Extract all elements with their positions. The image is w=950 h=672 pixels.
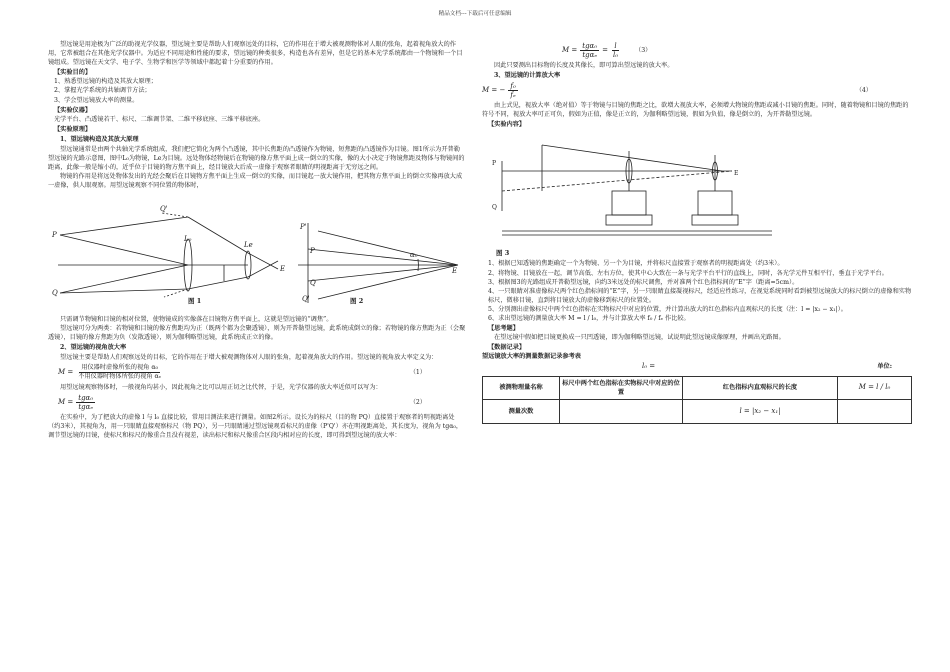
principle-paragraph-5: 望远镜主要是帮助人们观察远处的目标，它的作用在于增大被观测物体对人眼的张角，起着视角放大的作用。望远镜的视角放大率定义为： xyxy=(60,353,438,361)
paragraph-8: 因此只要测出目标物的长度及其像长，即可算出望远镜的放大率。 xyxy=(494,62,674,69)
svg-text:P': P' xyxy=(300,222,307,231)
eq1-lhs: M = xyxy=(58,367,74,376)
table-cell: 测量次数 xyxy=(483,399,560,423)
svg-text:P: P xyxy=(492,160,497,168)
equation-1 xyxy=(58,364,466,381)
principle-paragraph-3: 只需调节物镜和目镜的相对位置，使物镜成的实像落在目镜物方焦平面上，这就是望远镜的“调焦”。 xyxy=(60,315,333,323)
eq2-lhs: M = xyxy=(58,398,74,407)
eq3-equals: = xyxy=(602,45,608,54)
svg-text:Q: Q xyxy=(52,288,58,297)
equation-3 xyxy=(562,42,912,59)
svg-text:P: P xyxy=(310,246,315,255)
table-meta-row xyxy=(482,362,912,372)
principle-paragraph-2: 物镜的作用是将远处物体发出的光经会聚后在目镜物方焦平面上生成一倒立的实像，而目镜起一放大镜作用，把其物方焦平面上的倒立实像再放大成一虚像，供人眼观察。用望远镜观察不同位置的物体时， xyxy=(48,173,463,190)
eq2-number: （2） xyxy=(409,399,426,407)
eq4-lhs: M = − xyxy=(482,86,506,95)
eq3-number: （3） xyxy=(635,46,652,54)
goal-item: 2、掌握光学系统的共轴调节方法； xyxy=(54,87,151,95)
svg-text:P: P xyxy=(52,230,57,239)
record-table xyxy=(482,376,912,424)
goal-item: 1、熟悉望远镜的构造及其放大原理； xyxy=(54,78,157,86)
table-cell: 红色指标内直观标尺的长度 xyxy=(683,376,838,399)
table-cell: l = |x₂ − x₁| xyxy=(683,399,838,423)
svg-text:E: E xyxy=(452,266,458,275)
svg-text:E: E xyxy=(734,170,739,178)
svg-text:Q': Q' xyxy=(302,294,310,303)
section-instrument-title: 【实验仪器】 xyxy=(54,106,92,114)
section-goal-title: 【实验目的】 xyxy=(54,69,92,77)
eq3-numerator-1: tgα₀ xyxy=(582,42,598,50)
svg-text:α₀: α₀ xyxy=(410,250,418,259)
svg-text:Le: Le xyxy=(244,240,253,249)
table-title: 望远镜放大率的测量数据记录参考表 xyxy=(482,353,581,361)
table-cell: 被测物理量名称 xyxy=(483,376,560,399)
principle-paragraph-4: 望远镜可分为两类：若物镜和目镜的像方焦距均为正（既两个都为会聚透镜），则为开普勒望远镜，此系统成倒立的像；若物镜的像方焦距为正（会聚透镜），目镜的像方焦距为负（发散透镜），则为伽利略望远镜，此系统成正立的像。 xyxy=(48,324,466,341)
eq1-numerator: 用仪器时虚像所张的视角 α₀ xyxy=(81,363,158,371)
eq4-denominator: fₑ xyxy=(510,91,516,100)
goal-item: 3、学会望远镜放大率的测量。 xyxy=(54,96,139,104)
svg-text:L₀: L₀ xyxy=(184,234,192,243)
section-principle-title: 【实验原理】 xyxy=(54,125,92,133)
svg-text:Q: Q xyxy=(310,278,316,287)
step-item: 4、一只眼睛对准虚像标尺两个红色指标间的“E”字，另一只眼睛直接凝视标尺，经适应性练习，在视觉系统同时看到被望远镜放大的标尺倒立的虚像和实物标尺，微移目镜，直到将目镜放大的虚像移到标尺的位置处。 xyxy=(488,287,912,304)
apparatus-diagram xyxy=(482,131,782,249)
paragraph-9: 由上式见，视放大率（绝对值）等于物镜与目镜的焦距之比，欲增大视放大率，必须增大物镜的焦距或减小目镜的焦距。同时，随着物镜和目镜的焦距的符号不同，视放大率可正可负，假如为正值，像是正立的，为伽利略望远镜，假如为负值，像是倒立的，为开普勒望远镜。 xyxy=(482,102,909,119)
subsection-1-title: 1、望远镜构造及其放大原理 xyxy=(60,135,139,143)
eq2-denominator: tgαₑ xyxy=(78,403,94,412)
think-question: 在望远镜中假如把目镜更换成一只凹透镜，即为伽利略望远镜，试说明此望远镜成像原理，并画出光路图。 xyxy=(494,334,785,342)
eq3-numerator-2: l xyxy=(614,42,617,50)
right-column xyxy=(482,40,912,424)
subsection-2-title: 2、望远镜的视角放大率 xyxy=(60,343,127,351)
instrument-text: 光学平台、凸透镜若干、标尺、二维调节架、二维平移底座、三维平移底座。 xyxy=(54,115,265,123)
l0-label: l₀ = xyxy=(642,361,656,370)
step-item: 3、根据图3的光路组成开普勒望远镜，向约3米远处的标尺调焦，并对准两个红色指标间的“E”字（距离=5cm）。 xyxy=(488,278,799,286)
equation-2 xyxy=(58,394,466,411)
eq3-lhs: M = xyxy=(562,45,578,54)
svg-text:E: E xyxy=(280,264,286,273)
table-row xyxy=(483,376,912,399)
table-cell[interactable] xyxy=(560,399,683,423)
step-item: 5、分别测出虚像标尺中两个红色指标在实物标尺中对应的位置，并计算出放大的红色指标内直观标尺的长度（注：l = |x₂ − x₁|）。 xyxy=(488,305,847,313)
table-cell: M = l / l₀ xyxy=(838,376,912,399)
equation-4 xyxy=(482,82,912,99)
goal-list xyxy=(48,77,466,104)
eq3-denominator-1: tgαₑ xyxy=(582,51,598,59)
step-item: 6、求出望远镜的测量放大率 M = l / l₀，并与计算放大率 f₀ / fₑ 作比较。 xyxy=(488,315,690,323)
table-cell: 标尺中两个红色指标在实物标尺中对应的位置 xyxy=(560,376,683,399)
svg-text:Q': Q' xyxy=(160,204,168,213)
table-cell[interactable] xyxy=(838,399,912,423)
principle-paragraph-6: 用望远镜观察物体时，一般视角均甚小，因此视角之比可以用正切之比代替，于是，光学仪器的放大率近似可以写为： xyxy=(60,383,382,391)
page-header: 精品文档---下载后可任意编辑 xyxy=(438,11,512,17)
optical-diagram xyxy=(48,193,466,303)
figure-2-caption: 图 2 xyxy=(350,296,364,305)
figure-3-caption: 图 3 xyxy=(496,249,510,258)
eq2-numerator: tgα₀ xyxy=(78,394,94,403)
subsection-3-title: 3、望远镜的计算放大率 xyxy=(494,72,561,80)
svg-text:Q: Q xyxy=(492,204,497,212)
unit-label: 单位: xyxy=(877,362,892,370)
eq1-number: （1） xyxy=(409,368,426,376)
principle-paragraph-7: 在实验中，为了把放大的虚像 l 与 l₀ 直接比较，常用目测法来进行测量。如图2所示。设长为的标尺（目的物 PQ）直接置于观察者的明视距离处（约3米），其视角为，用一只眼睛直接观察标尺（物 PQ），另一只眼睛通过望远镜观看标尺的虚像（P'Q'）亦在明视距离处，其长度为，视角为 tgα₀，调节望远镜的目镜，使标尺和标尺的像重合且没有视差，读出标尺和标尺像重合区段内相对应的长度，即可得到望远镜的放大率： xyxy=(48,414,463,440)
figure-3 xyxy=(482,131,912,257)
eq4-number: （4） xyxy=(855,87,872,95)
principle-paragraph-1: 望远镜通常是由两个共轴光学系统组成，我们把它简化为两个凸透镜，其中长焦距的凸透镜作为物镜，短焦距的凸透镜作为目镜。图1所示为开普勒望远镜的光路示意图，图中L₀为物镜，Le为目镜。远处物体经物镜后在物镜的像方焦平面上成一倒立的实像，像的大小决定于物镜焦距及物体与物镜间的距离，此像一般是缩小的，近乎位于目镜的物方焦平面上，经目镜放大后成一虚像于观察者眼睛的明视距离于无穷远之间。 xyxy=(48,146,465,172)
steps-list xyxy=(482,259,912,323)
table-row xyxy=(483,399,912,423)
intro-paragraph: 望远镜是用途极为广泛的助视光学仪器，望远镜主要是帮助人们观察远处的目标，它的作用在于增大被观测物体对人眼的张角，起着视角放大的作用，它常被组合在其他光学仪器中。为适应不同用途和性能的要求，望远镜的种类很多，构造也各有差异，但是它的基本光学系统都由一个物镜和一个目镜组成。望远镜在天文学、电子学、生物学和医学等领域中都起着十分重要的作用。 xyxy=(48,41,463,67)
eq3-denominator-2: l₀ xyxy=(612,51,619,59)
figure-1-2 xyxy=(48,193,466,313)
eq1-denominator: 不用仪器时物体所张的视角 αₑ xyxy=(78,372,162,380)
figure-1-caption: 图 1 xyxy=(188,296,202,305)
section-think-title: 【思考题】 xyxy=(488,325,519,333)
eq4-numerator: f₀ xyxy=(510,82,516,91)
section-record-title: 【数据记录】 xyxy=(488,344,526,352)
left-column xyxy=(48,40,466,440)
step-item: 2、将物镜、目镜放在一起，调节高低、左右方位，使其中心大致在一条与光学平台平行的直线上，同时，各光学元件互相平行，垂直于光学平台。 xyxy=(488,269,888,277)
step-item: 1、根据已知透镜的焦距确定一个为物镜、另一个为目镜，并将标尺直接置于观察者的明视距离处（约3米）。 xyxy=(488,260,784,268)
section-content-title: 【实验内容】 xyxy=(488,121,526,129)
